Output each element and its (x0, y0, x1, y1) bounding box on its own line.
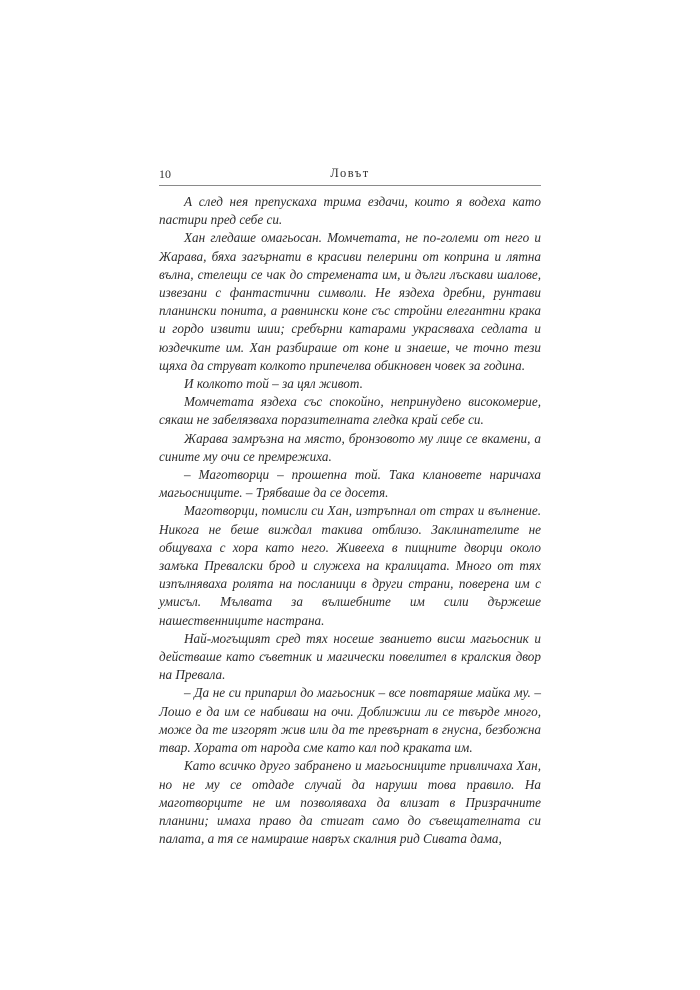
paragraph: Най-могъщият сред тях носеше званието висш магьосник и действаше като съветник и магически повелител в кралския двор на Превала. (159, 630, 541, 683)
paragraph: Хан гледаше омагьосан. Момчетата, не по-големи от него и Жарава, бяха загърнати в красиви пелерини от коприна и лятна вълна, стелещи се чак до стремената им, и дълги лъскави шалове, извезани с фантастични символи. Не яздеха дребни, рунтави планински понита, а равнински коне със стройни елегантни крака и гордо извити шии; сребърни катарами украсяваха седлата и юздечките им. Хан разбираше от коне и знаеше, че точно тези щяха да струват колкото припечелва обикновен човек за година. (159, 230, 541, 373)
paragraph: – Да не си припарил до магьосник – все повтаряше майка му. – Лошо е да им се набиваш на очи. Доближиш ли се твърде много, може да те изгорят жив или да те превърнат в гнусна, безбожна твар. Хората от народа сме като кал под краката им. (159, 685, 541, 756)
paragraph: А след нея препускаха трима ездачи, които я водеха като пастири пред себе си. (159, 194, 541, 228)
paragraph: Момчетата яздеха със спокойно, непринудено високомерие, сякаш не забелязваха поразителната гледка край себе си. (159, 394, 541, 428)
paragraph: Жарава замръзна на място, бронзовото му лице се вкамени, а сините му очи се премрежиха. (159, 430, 541, 464)
chapter-title: Ловът (330, 166, 370, 180)
paragraph: – Маготворци – прошепна той. Така клановете наричаха магьосниците. – Трябваше да се досетя. (159, 467, 541, 501)
page-number: 10 (159, 167, 171, 181)
header-rule (159, 185, 541, 186)
paragraph: И колкото той – за цял живот. (184, 376, 363, 392)
paragraph: Маготворци, помисли си Хан, изтръпнал от страх и вълнение. Никога не беше виждал такива отблизо. Заклинателите не общуваха с хора като него. Живееха в пищните дворци около замъка Превалски брод и служеха на кралицата. Много от тях изпълняваха ролята на посланици в други страни, поверена им с умисъл. Мълвата за вълшебните им сили държеше нашественниците настрана. (159, 503, 541, 628)
body-text (159, 193, 541, 848)
paragraph: Като всичко друго забранено и магьосниците привличаха Хан, но не му се отдаде случай да наруши това правило. На маготворците не им позволяваха да влизат в Призрачните планини; имаха право да стигат само до съвещателната си палата, а тя се намираше навръх скалния рид Сивата дама, (159, 758, 541, 847)
running-header (159, 164, 541, 186)
